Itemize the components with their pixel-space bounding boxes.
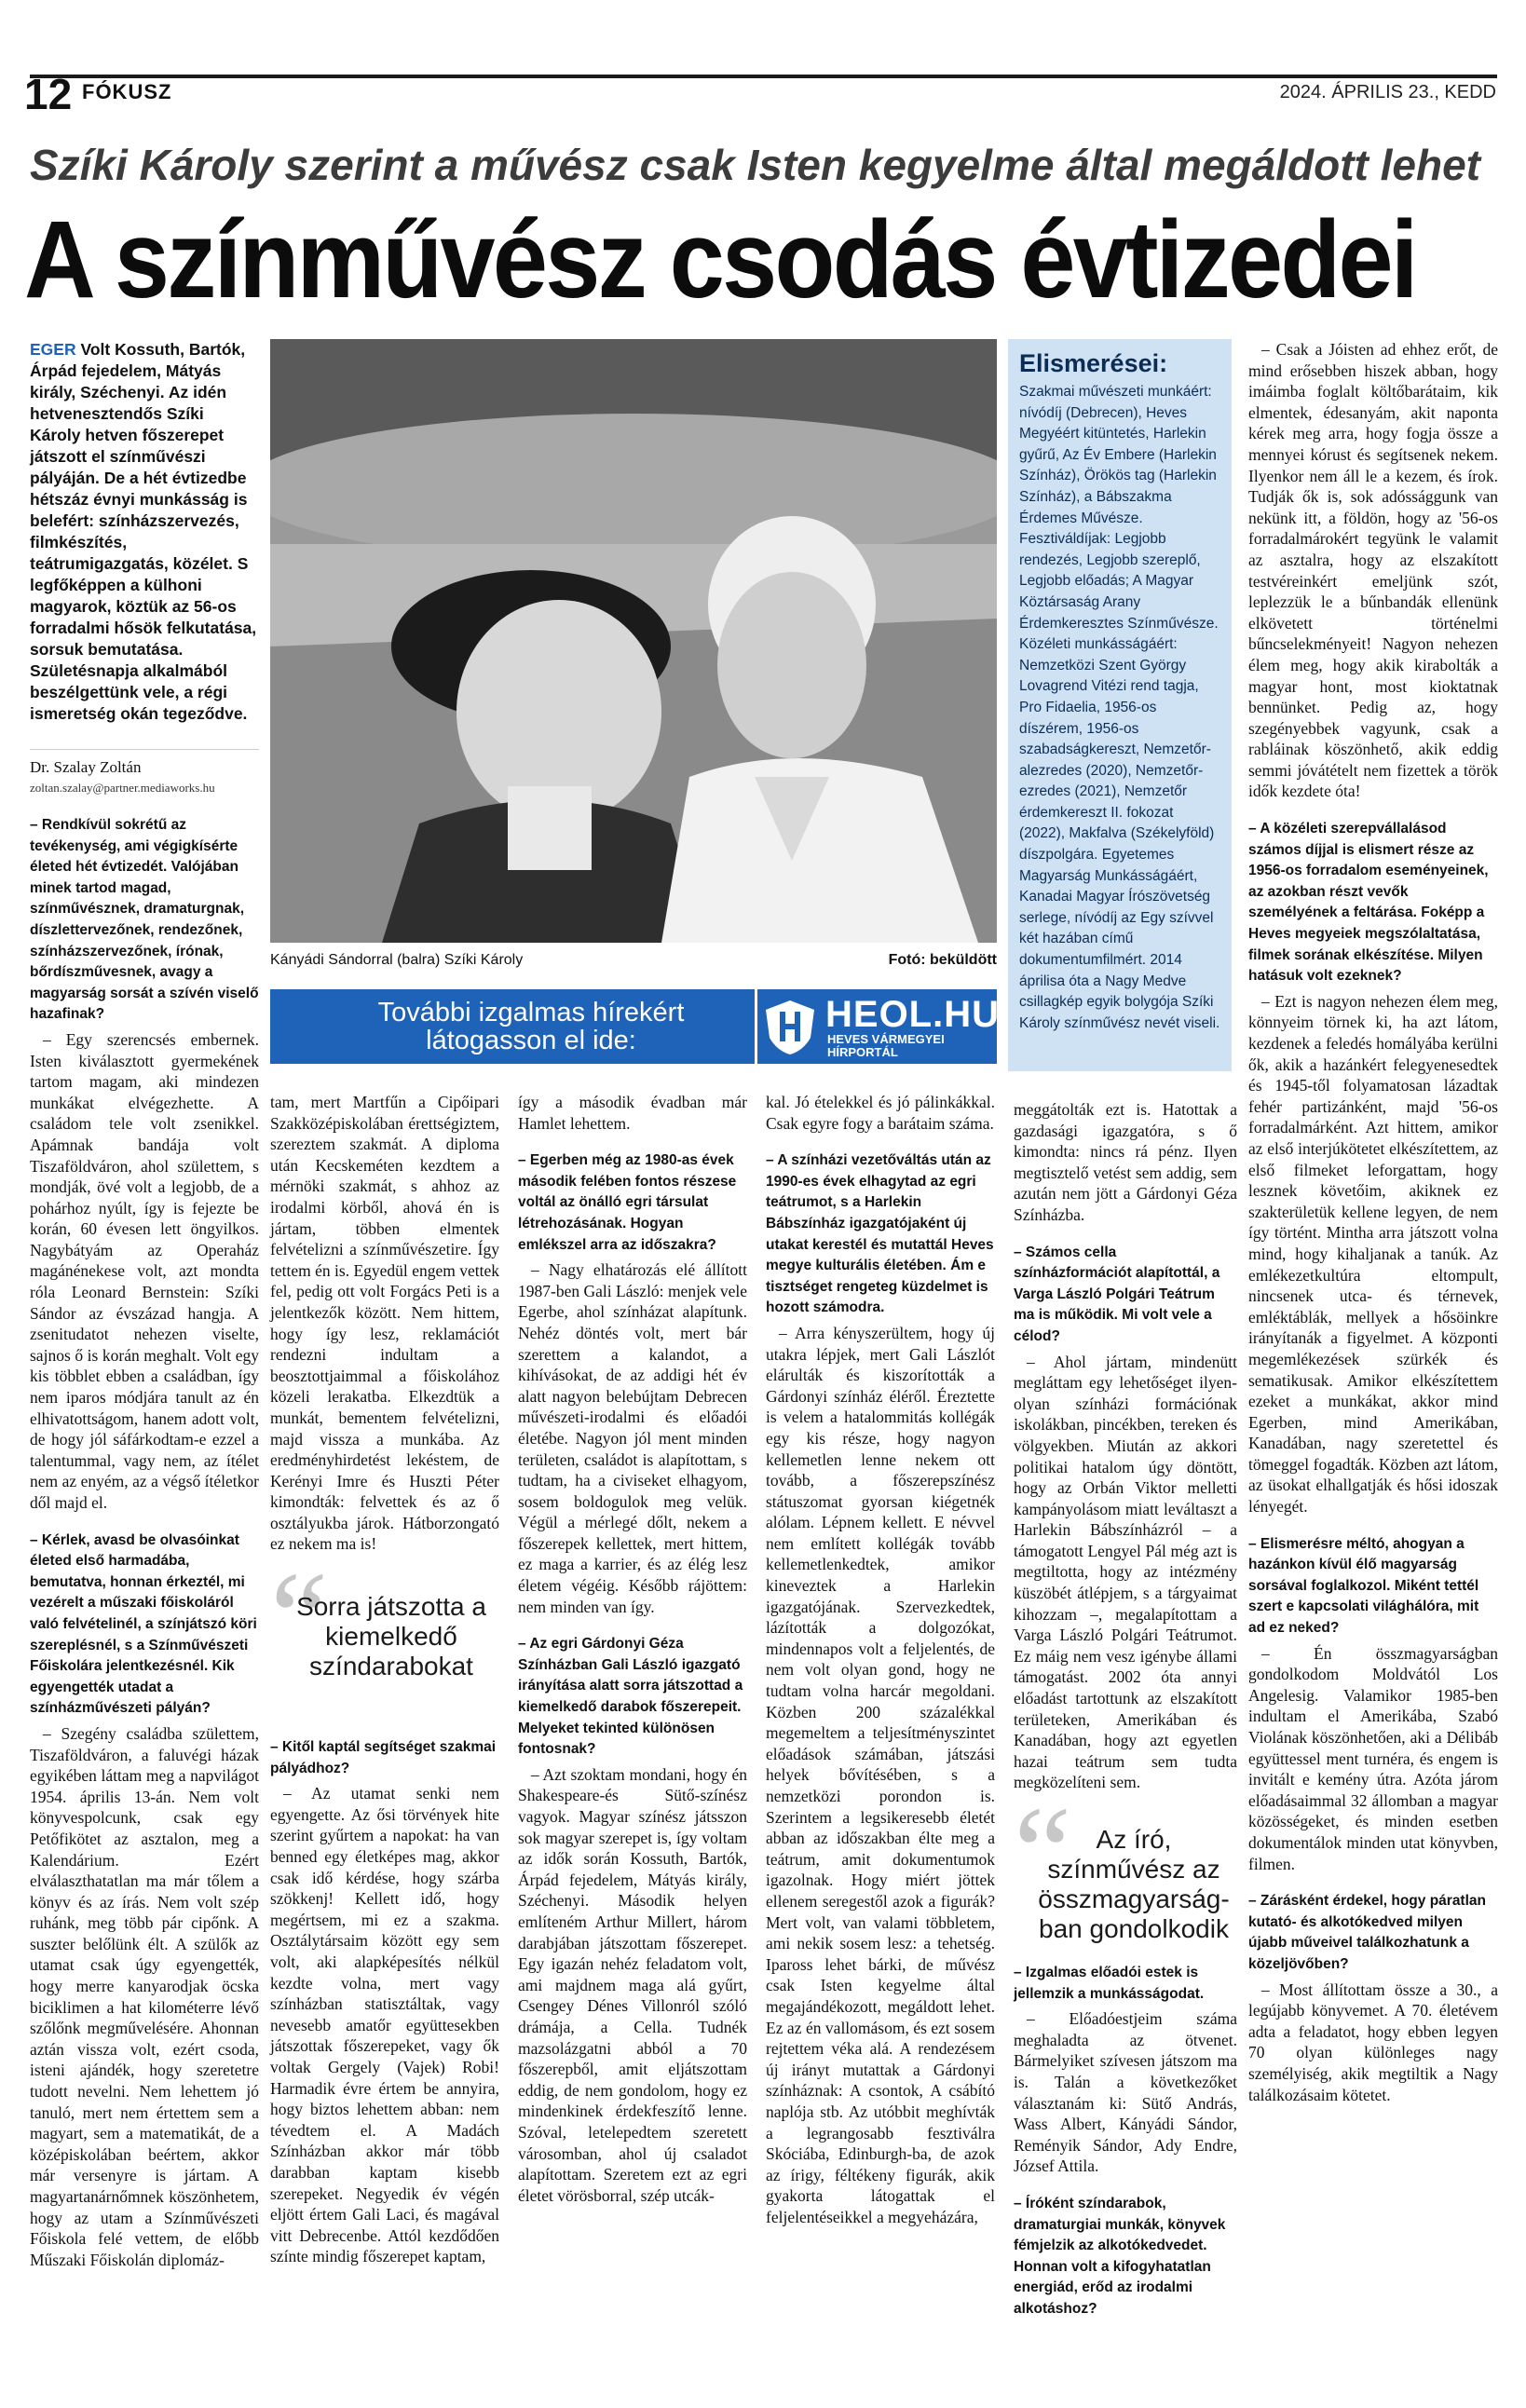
banner-brand-sub-1: HEVES VÁRMEGYEI bbox=[827, 1032, 945, 1046]
answer: – Ahol jártam, mindenütt megláttam egy lehetőséget ilyen-olyan színházi formációnak iskolákban, pincékben, tereken és völgyekben. Miután az akkori politikai hatalom úgy döntött, hogy az Orbán Viktor melletti kampányolásom miatt leváltaszt a Harlekin Bábszínházról – a támogatott Lengyel Pál még azt is megtiltotta, hogy az intézmény küszöbét átlépjem, s a tárgyaimat kihozzam –, megalapítottam a Varga László Polgári Teátrumot. Ez máig nem vesz igénybe állami támogatást. 2002 óta annyi előadást tartottunk az elszakított területeken, Amerikában és Kanadában, hogy azt egyetlen hazai teátrum sem tudta megközelíteni sem. bbox=[1014, 1352, 1237, 1792]
quote-mark-icon: “ bbox=[270, 1545, 329, 1691]
question: – Számos cella színházformációt alapítottál, a Varga László Polgári Teátrum ma is működik. Mi volt vele a célod? bbox=[1014, 1244, 1220, 1344]
question: – Kérlek, avasd be olvasóinkat életed első harmadába, bemutatva, honnan érkeztél, mi vezérelt a műszaki főiskoláról való felvételinél, a színjátszó köri szereplésnél, s a Színművészeti Főiskolára jelentkezésnél. Kik egyengették utadat a színházművészeti pályán? bbox=[30, 1531, 257, 1717]
question: – Az egri Gárdonyi Géza Színházban Gali László igazgató irányítása alatt sorra játszottad a kiemelkedő darabok főszerepeit. Melyeket tekinted különösen fontosnak? bbox=[518, 1636, 743, 1758]
article-kicker: Szíki Károly szerint a művész csak Isten kegyelme által megáldott lehet bbox=[30, 141, 1480, 189]
answer: – Nagy elhatározás elé állított 1987-ben Gali László: menjek vele Egerbe, ahol színházat alapítunk. Nehéz döntés volt, mert bár szerettem a kalandot, a kihívásokat, de az addigi hét év alatt nagyon belebújtam Debrecen művészeti-irodalmi és előadói életébe. Nagyon jól ment minden területen, családot is alapítottam, s tudtam, ha a civiseket elhagyom, sosem boldogulok meg velük. Végül a mérlegé dőlt, nekem a főszerepek kellettek, mert hittem, ez maga a karrier, és az élég lesz életem végéig. Később rájöttem: nem minden van így. bbox=[518, 1260, 747, 1616]
answer: – Én összmagyarságban gondolkodom Moldvától Los Angelesig. Valamikor 1985-ben indultam el Amerikába, Szabó Violának köszönhetően, aki a Délibáb együttessel ment turnéra, és engem is invitált e kemény útra. Azóta járom előadásaimmal 32 állomban a magyar közösségeket, és minden esetben dokumentálok minden utat könyvben, filmen. bbox=[1248, 1643, 1498, 1873]
quote-mark-icon: “ bbox=[1014, 1780, 1072, 1925]
pullquote-text: Sorra játszotta a kiemelkedő színdarabokat bbox=[296, 1592, 486, 1681]
issue-date: 2024. ÁPRILIS 23., KEDD bbox=[1279, 82, 1496, 102]
answer: – Arra kényszerültem, hogy új utakra lépjek, mert Gali Lászlót elárulták és kiszorították a Gárdonyi színház éléről. Éreztette is velem a hatalommitás kollégák egy kis része, hogy nagyon kellemetlen lenne nekem ott tovább, a főszerepszínész státuszomat gyorsan kiégetnék alólam. Lépnem kellett. E névvel nem említett kollégák tovább kellemetlenkedtek, amikor kineveztek a Harlekin igazgatójának. Szervezkedtek, lázították a dolgozókat, mindennapos volt a feljelentés, de nem volt olyan gond, hogy ne tudtam volna harcár megoldani. Közben 200 százalékkal megemeltem a teljesítményszintet előadások számában, játszási helyek bővítésében, s a nemzetközi porondon is. Szerintem a legsikeresebb életét abban az időszakban élte meg a teátrum, amit dokumentumok igazolnak. Hogy miért jöttek ellenem seregestől azok a figurák? Mert volt, van valami többletem, ami nekik sosem lesz: a tehetség. Ipaross lehet bárki, de művész csak Isten kegyelme által megajándékozott, megáldott lehet. Ez az én vallomásom, és ezt sosem rejtettem véka alá. A rendezésem új irányt mutattak a Gárdonyi színháznak: A csontok, A csábító naplója stb. Az utóbbit meghívták a legrangosabb fesztiválra Skóciába, Edinburgh-ba, de azok az írigy, féltékeny figurák, akik gyakorta látogattak el feljelentéseikkel a megyeházára, bbox=[766, 1323, 995, 2226]
awards-text: Szakmai művészeti munkáért: nívódíj (Debrecen), Heves Megyéért kitüntetés, Harlekin gyűrű, Az Év Embere (Harlekin Színház), Örökös tag (Harlekin Színház), a Bábszakma Érdemes Művésze. Fesztiváldíjak: Legjobb rendezés, Legjobb szereplő, Legjobb előadás; A Magyar Köztársaság Arany Érdemkeresztes Színművésze. Közéleti munkásságáért: Nemzetközi Szent György Lovagrend Vitézi rend tagja, Pro Fidaelia, 1956-os díszérem, 1956-os szabadságkereszt, Nemzetőr-alezredes (2020), Nemzetőr-ezredes (2021), Nemzetőr érdemkereszt II. fokozat (2022), Makfalva (Székelyföld) díszpolgára. Egyetemes Magyarság Munkásságáért, Kanadai Magyar Írószövetség serlege, nívódíj az Egy szívvel két hazában című dokumentumfilmért. 2014 áprilisa óta a Nagy Medve csillagkép egyik bolygója Szíki Károly színművész nevét viseli. bbox=[1019, 384, 1220, 1031]
photo-illustration bbox=[270, 339, 997, 943]
banner-brand-sub-2: HÍRPORTÁL bbox=[827, 1045, 898, 1059]
page-number: 12 bbox=[24, 70, 73, 118]
answer: meggátolták ezt is. Hatottak a gazdasági igazgatóra, s ő kimondta: nincs rá pénz. Ilyen megtisztelő vetést sem addig, sem azután nem jött a Gárdonyi Géza Színházba. bbox=[1014, 1100, 1237, 1224]
pullquote-text: Az író, színművész az összmagyarságban gondolkodik bbox=[1038, 1825, 1230, 1943]
banner-line-1: További izgalmas hírekért bbox=[377, 998, 685, 1027]
answer: – Most állítottam össze a 30., a legújabb könyvemet. A 70. életévem adta a feladatot, hogy ebben legyen 70 olyan különleges nagy személyiség, akik megtiltik a Nagy találkozásaim kötetet. bbox=[1248, 1979, 1498, 2104]
photo-caption-row bbox=[270, 952, 997, 969]
awards-title: Elismerései: bbox=[1019, 349, 1168, 377]
question: – Izgalmas előadói estek is jellemzik a munkásságodat. bbox=[1014, 1965, 1205, 2002]
photo-credit: Fotó: beküldött bbox=[888, 952, 997, 968]
answer: – Csak a Jóisten ad ehhez erőt, de mind erősebben hiszek abban, hogy imáimba foglalt költőbarátaim, kik elmentek, édesanyám, akit naponta kérek meg arra, hogy fogja össze a mennyei kórust és segítsenek nekem. Ilyenkor nem áll le a kezem, és írok. Tudják ők is, sok adóssággunk van nekünk itt, a földön, hogy az '56-os forradalmárokért tegyünk le valamit az asztalra, hogy az elszakított testvéreinkért emeljünk szót, leplezzük le a bűnbandák ellenünk elkövetett történelmi bűncselekményeit! Nagyon nehezen élem meg, hogy akik kirabolták a magyar hont, most kioktatnak bennünket. Pedig az, hogy szegényebbek vagyunk, csak a rabláinak köszönhető, akik eddig semmi jóvátételt nem fizettek a török idők kezdete óta! bbox=[1248, 340, 1498, 801]
column-6 bbox=[1248, 339, 1498, 2105]
pullquote-2 bbox=[1014, 1780, 1237, 1946]
answer: – Ezt is nagyon nehezen élem meg, könnyeim törnek ki, ha azt látom, kezdenek a feledés homályába kerülni ők, akik a hazánkért felegyenesedtek és 1945-től folyamatosan lázadtak fehér partizánként, majd '56-os forradalmárként. Azt hittem, amikor az első interjúkötetet elkészítettem, az első filmeket leforgattam, hogy lesznek követőim, akiknek ez szakterületük kellene legyen, de nem így történt. Mintha arra játszott volna mind, hogy kihaljanak a tanúk. Az emlékezetkultúra eltompult, nincsenek utca- és térnevek, emléktáblák, mellyek a hősöinkre irányítanák a figyelmet. A központi megemlékezések szürkék és sematikusak. Amikor elkészítettem ezeket a munkákat, akkor mind Egerben, mind Amerikában, Kanadában, nagy szeretettel és tömeggel fogadták. Közben azt látom, az üsokat elhallgatják és hősi idoszak lényegét. bbox=[1248, 991, 1498, 1517]
answer: – Az utamat senki nem egyengette. Az ősi törvények hite szerint gyűrtem a napokat: ha van benned egy életképes mag, akkor csak idő kérdése, hogy szárba szökkenj! Kellett idő, hogy megértsem, mi ez a szakma. Osztálytársaim között egy sem volt, aki alapképesítés nélkül kezdte volna, mert vagy színházban statisztáltak, vagy nevesebb amatőr együttesekben játszottak főszerepeket, vagy ők voltak Gergely (Vajek) Robi! Harmadik évre értem be annyira, hogy biztos lehettem abban: nem tévedtem el. A Madách Színházban akkor már több darabban kaptam kisebb szerepeket. Negyedik év végén eljött értem Gali Laci, és magával vitt Debrecenbe. Attól kezdődően színte mindig főszerepet kaptam, bbox=[270, 1784, 499, 2266]
column-4 bbox=[766, 1092, 995, 2227]
author-email: zoltan.szalay@partner.mediaworks.hu bbox=[30, 781, 215, 795]
answer: – Szegény családba születtem, Tiszaföldváron, a faluvégi házak egyikében láttam meg a napvilágot 1954. április 13-án. Nem volt könyvespolcunk, csak egy Petőfikötet az asztalon, meg a Kalendárium. Ezért elválaszthatatlan ma már tőlem a könyv és az írás. Nem volt szép ruhánk, meg több pár cipőnk. A suszter belőlünk élt. A szülők az utamat csak úgy egyengették, hogy merre kanyarodjak öcska biciklimen a hat kilométerre lévő szőlőnk megművelésére. Ahonnan aztán vissza volt, ezért csoda, isteni ajándék, hogy szeretetre tudott nevelni. Nem lehettem jó tanuló, mert nem értettem sem a magyart, sem a matematikát, de a középiskolában beértem, akkor már versenyre is jártam. A magyartanárnőmnek köszönhetem, hogy az utam a Színművészeti Főiskola felé vettem, de előbb Műszaki Főiskolán diplomáz- bbox=[30, 1723, 259, 2269]
pullquote-1 bbox=[270, 1545, 499, 1721]
question: – Egerben még az 1980-as évek második felében fontos részese voltál az önálló egri társulat létrehozásának. Hogyan emlékszel arra az időszakra? bbox=[518, 1152, 737, 1253]
column-3 bbox=[518, 1092, 747, 2206]
answer: – Előadóestjeim száma meghaladta az ötvenet. Bármelyiket szívesen játszom ma is. Talán a következőket választanám ki: Sütő András, Wass Albert, Kányádi Sándor, Reményik Sándor, Ady Endre, József Attila. bbox=[1014, 2009, 1237, 2176]
question: – Íróként színdarabok, dramaturgiai munkák, könyvek fémjelzik az alkotókedvedet. Honnan volt a kifogyhatatlan energiád, erőd az irodalmi alkotáshoz? bbox=[1014, 2195, 1226, 2317]
column-1 bbox=[30, 339, 259, 2270]
banner-line-2: látogasson el ide: bbox=[426, 1026, 636, 1055]
question: – Elismerésre méltó, ahogyan a hazánkon kívül élő magyarság sorsával foglalkozol. Miként tettél szert e kapcsolati világhálóra, mit ad ez neked? bbox=[1248, 1535, 1479, 1637]
section-label: FÓKUSZ bbox=[82, 80, 172, 103]
awards-box bbox=[1008, 339, 1232, 1071]
lead-text: Volt Kossuth, Bartók, Árpád fejedelem, Mátyás király, Széchenyi. Az idén hetvenesztendős Szíki Károly hetven főszerepet játszott el színművészi pályáján. De a hét évtizedbe hétszáz évnyi munkásság is belefért: színházszervezés, filmkészítés, teátrumigazgatás, közélet. S legfőképpen a külhoni magyarok, köztük az 56-os forradalmi hősök felkutatása, sorsuk bemutatása. Születésnapja alkalmából beszélgettünk vele, a régi ismeretség okán tegeződve. bbox=[30, 340, 257, 723]
article-headline: A színművész csodás évtizedei bbox=[24, 198, 1416, 321]
city-tag: EGER bbox=[30, 340, 76, 359]
answer: – Egy szerencsés embernek. Isten kiválasztott gyermekének tartom magam, aki mindezen munkákat elvégezhette. A családom tele volt zsenikkel. Apámnak bandája volt Tiszaföldváron, ahol születtem, s mondják, övé volt a legjobb, de a pohárhoz nyúlt, így is fejezte be korán, 60 évesen lett öngyilkos. Nagybátyám az Operaház magánénekese volt, azt mondta róla Leonard Bernstein: Szíki Sándor az évszázad hangja. A zsenitudatot nehezen viselte, sajnos ő is korán meghalt. Volt egy kis többlet ebben a családban, így nem iparos módjára tanult az én elhivatottságom, hanem adott volt, de hogy jól sáfárkodtam-e ezzel a talentummal, vagy nem, az ítélet nem az enyém, az a végső ítéletkor dől majd el. bbox=[30, 1029, 259, 1512]
byline bbox=[30, 749, 259, 798]
question: – Kitől kaptál segítséget szakmai pályádhoz? bbox=[270, 1739, 497, 1776]
article-photo bbox=[270, 339, 997, 943]
photo-caption: Kányádi Sándorral (balra) Szíki Károly bbox=[270, 952, 524, 968]
column-2 bbox=[270, 1092, 499, 2267]
article-lead bbox=[30, 339, 259, 725]
heol-banner[interactable] bbox=[270, 989, 1000, 1064]
banner-brand: HEOL.HU bbox=[825, 994, 1000, 1035]
answer: kal. Jó ételekkel és jó pálinkákkal. Csak egyre fogy a barátaim száma. bbox=[766, 1093, 995, 1133]
author-name: Dr. Szalay Zoltán bbox=[30, 758, 142, 776]
answer: – Azt szoktam mondani, hogy én Shakespeare-és Sütő-színész vagyok. Magyar színész játsszon sok magyar szerepet is, így voltam az idők során Kossuth, Bartók, Árpád fejedelem, Mátyás király, Széchenyi. Második helyen említeném Arthur Millert, három darabjában játszottam főszerepet. Egy igazán nehéz feladatom volt, ami majdnem maga alá gyűrt, Csengey Dénes Villonról szóló drámája, a Cella. Tudnék mazsolázgatni abból a 70 főszerepből, amit eljátszottam eddig, de nem gondolom, hogy ez mindenkinek érdekfeszítő lenne. Szóval, letelepedtem szeretett városomban, ahol új csaladot alapítottam. Szeretem ezt az egri életet vörösborral, szép utcák- bbox=[518, 1764, 747, 2205]
question: – A közéleti szerepvállalásod számos díjjal is elismert része az 1956-os forradalom eseményeinek, az azokban részt vevők személyének a feltárása. Foképp a Heves megyeiek megszólaltatása, filmek sorának elkészítése. Milyen hatásuk volt ezeknek? bbox=[1248, 821, 1489, 985]
banner-divider bbox=[755, 989, 757, 1064]
header-rule bbox=[30, 75, 1497, 78]
question: – Zárásként érdekel, hogy páratlan kutató- és alkotókedved milyen újabb műveivel találkozhatunk a közeljövőben? bbox=[1248, 1893, 1486, 1972]
shield-icon bbox=[762, 999, 818, 1056]
answer: tam, mert Martfűn a Cipőipari Szakközépiskolában érettségiztem, szereztem szakmát. A diploma után Kecskeméten kezdtem a mérnöki szakmát, s ahhoz az irodalmi körből, ahová én is jártam, többen elmentek felvételizni a színművészetire. Így tettem én is. Egyedül engem vettek fel, pedig ott volt Forgács Peti is a jelentkezők között. Nem hittem, hogy így lesz, reklamációt rendezni indultam a beosztottjaimmal a főiskolához közeli lerakatba. Elkezdtük a munkát, bementem felvételizni, majd vissza a munkába. Az eredményhirdetést lekéstem, de Kerényi Imre és Huszti Péter kimondták: felvettek és az ő osztályukba járok. Hátborzongató ez nekem ma is! bbox=[270, 1093, 499, 1554]
answer: így a második évadban már Hamlet lehettem. bbox=[518, 1093, 747, 1133]
column-5 bbox=[1014, 1099, 1237, 2324]
question: – Rendkívül sokrétű az tevékenység, ami végigkísérte életed hét évtizedét. Valójában minek tartod magad, színművésznek, dramaturgnak, díszlettervezőnek, rendezőnek, színházszervezőnek, írónak, bőrdíszművesnek, avagy a magyarság sorsát a szívén viselő hazafinak? bbox=[30, 817, 259, 1023]
question: – A színházi vezetőváltás után az 1990-es évek elhagytad az egri teátrumot, s a Harlekin Bábszínház igazgatójaként új utakat kerestél és mutattál Heves megye kulturális életében. Ám e tisztséget rengeteg küzdelmet is hozott számodra. bbox=[766, 1152, 994, 1316]
